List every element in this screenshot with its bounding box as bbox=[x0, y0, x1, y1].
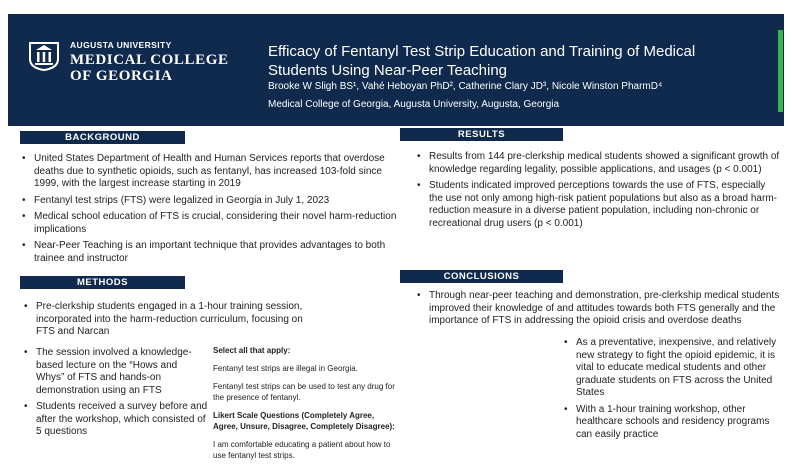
list-item: • Students received a survey before and after the workshop, which consisted of 5 questions bbox=[22, 401, 208, 439]
university-seal-icon bbox=[28, 41, 60, 71]
survey-question-2: Fentanyl test strips can be used to test any drug for the presence of fentanyl. bbox=[213, 382, 395, 402]
results-heading: RESULTS bbox=[400, 128, 563, 141]
survey-question-3: I am comfortable educating a patient about how to use fentanyl test strips. bbox=[213, 440, 391, 460]
survey-likert-heading: Likert Scale Questions (Completely Agree, Agree, Unsure, Disagree, Completely Disagree): bbox=[213, 411, 395, 431]
college-name-line2: OF GEORGIA bbox=[70, 68, 173, 84]
survey-questions bbox=[213, 345, 398, 468]
university-name: AUGUSTA UNIVERSITY bbox=[70, 40, 172, 50]
methods-list-bottom bbox=[22, 347, 208, 443]
medical-college-logo bbox=[28, 40, 238, 100]
conclusions-list bbox=[415, 290, 780, 332]
survey-question-1: Fentanyl test strips are illegal in Georgia. bbox=[213, 364, 358, 373]
list-item: • As a preventative, inexpensive, and relatively new strategy to fight the opioid epidemic, it is vital to educate medical students and other graduate students on FTS across the United States bbox=[562, 337, 780, 400]
background-heading: BACKGROUND bbox=[20, 131, 185, 144]
list-item: • Near-Peer Teaching is an important technique that provides advantages to both trainee and instructor bbox=[20, 240, 408, 265]
list-item: • United States Department of Health and Human Services reports that overdose deaths due to synthetic opioids, such as fentanyl, has increased 103-fold since 1999, with the largest increase starting in 2019 bbox=[20, 153, 408, 191]
methods-heading: METHODS bbox=[20, 276, 185, 289]
authors: Brooke W Sligh BS¹, Vahé Heboyan PhD², Catherine Clary JD³, Nicole Winston PharmD⁴ bbox=[268, 81, 663, 92]
results-list bbox=[415, 151, 780, 234]
conclusions-heading: CONCLUSIONS bbox=[400, 270, 563, 283]
list-item: • Results from 144 pre-clerkship medical students showed a significant growth of knowledge regarding legality, possible applications, and usages (p < 0.001) bbox=[415, 151, 780, 176]
accent-bar bbox=[778, 30, 783, 112]
list-item: • Pre-clerkship students engaged in a 1-hour training session, incorporated into the harm-reduction curriculum, focusing on FTS and Narcan bbox=[22, 301, 322, 339]
list-item: • The session involved a knowledge-based lecture on the “Hows and Whys” of FTS and hands-on demonstration using an FTS bbox=[22, 347, 208, 397]
poster-title: Efficacy of Fentanyl Test Strip Education and Training of Medical Students Using Near-Peer Teaching bbox=[268, 43, 696, 79]
college-name-line1: MEDICAL COLLEGE bbox=[70, 52, 229, 68]
survey-select-heading: Select all that apply: bbox=[213, 346, 291, 355]
list-item: • Fentanyl test strips (FTS) were legalized in Georgia in July 1, 2023 bbox=[20, 195, 408, 208]
affiliation: Medical College of Georgia, Augusta University, Augusta, Georgia bbox=[268, 99, 560, 110]
list-item: • Through near-peer teaching and demonstration, pre-clerkship medical students improved their knowledge of and attitudes towards both FTS generally and the importance of FTS in addressing the opioid crisis and overdose deaths bbox=[415, 290, 780, 328]
methods-list-top bbox=[22, 301, 322, 343]
conclusions-sublist bbox=[562, 337, 780, 445]
background-list bbox=[20, 153, 408, 269]
list-item: • With a 1-hour training workshop, other healthcare schools and residency programs can easily practice bbox=[562, 404, 780, 442]
list-item: • Students indicated improved perceptions towards the use of FTS, especially the use not only among high-risk patient populations but also as a broad harm-reduction measure in a diverse patient population, including non-chronic or recreational drug users (p < 0.001) bbox=[415, 180, 780, 230]
list-item: • Medical school education of FTS is crucial, considering their novel harm-reduction implications bbox=[20, 211, 408, 236]
